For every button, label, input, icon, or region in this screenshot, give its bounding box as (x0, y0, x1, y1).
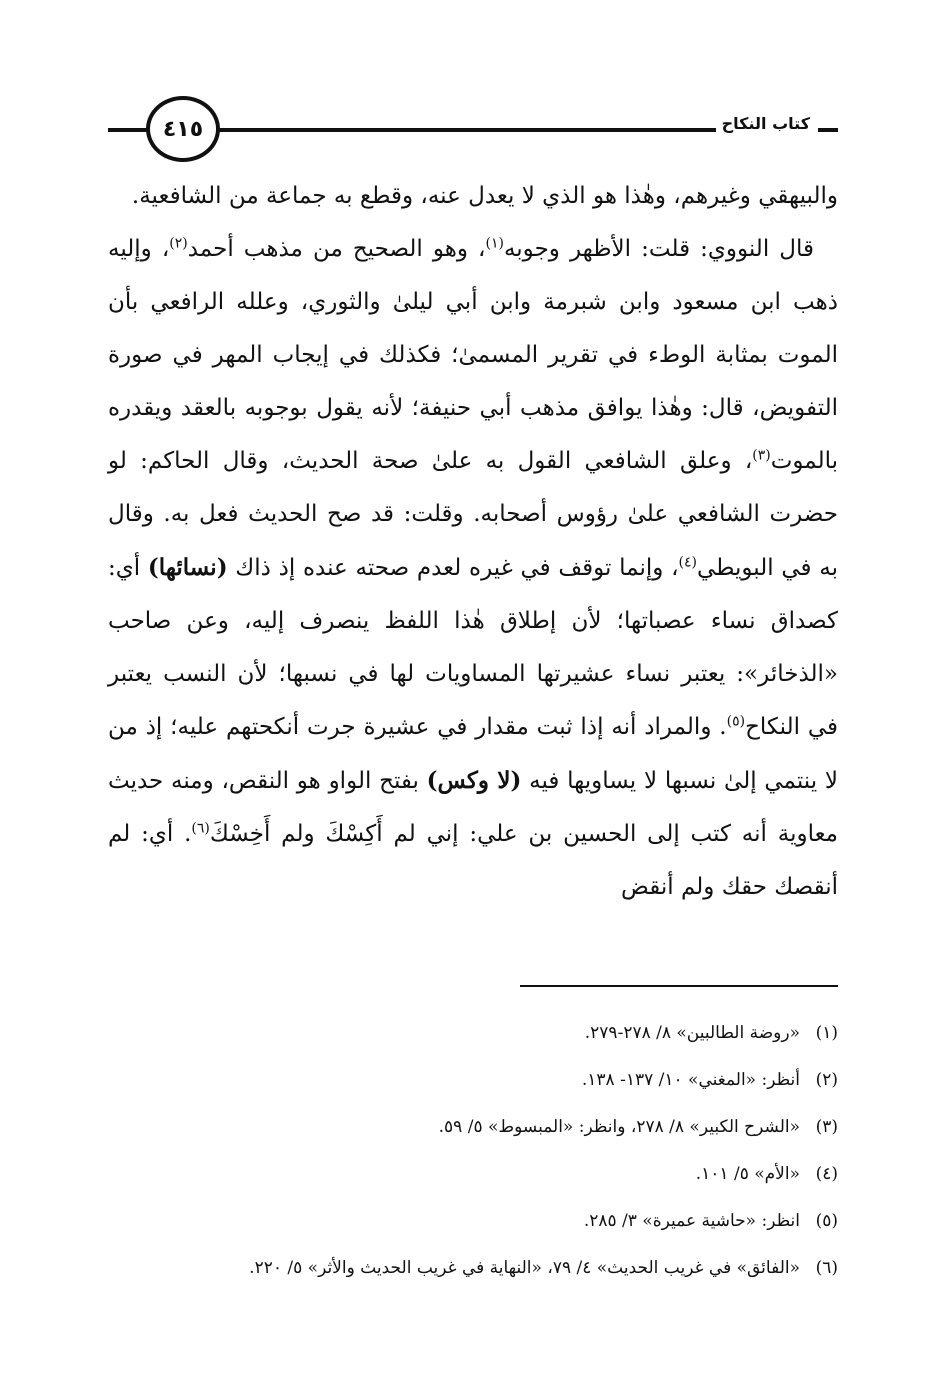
footnote-ref-6[interactable]: (٦) (191, 820, 210, 837)
paragraph-1: والبيهقي وغيرهم، وهٰذا هو الذي لا يعدل عنه، وقطع به جماعة من الشافعية. (131, 183, 838, 209)
footnote-ref-1[interactable]: (١) (485, 235, 504, 252)
running-title: كتاب النكاح (716, 114, 816, 133)
footnote-3 (108, 1104, 838, 1151)
footnote-number: (٢) (815, 1070, 838, 1090)
text-run: ، وعلق الشافعي القول به علىٰ صحة الحديث، وقال الحاكم: لو حضرت الشافعي علىٰ رؤوس أصحابه. وقلت: قد صح الحديث فعل به. وقال به في البويطي (108, 448, 838, 581)
main-text (108, 170, 838, 914)
footnote-4 (108, 1151, 838, 1198)
text-run: ، وإليه ذهب ابن مسعود وابن شبرمة وابن أبي ليلىٰ والثوري، وعلله الرافعي بأن الموت بمثابة الوطء في تقرير المسمىٰ؛ فكذلك في إيجاب المهر في صورة التفويض، قال: وهٰذا يوافق مذهب أبي حنيفة؛ لأنه يقول بوجوبه بالعقد ويقدره بالموت (108, 236, 838, 474)
page-header (108, 92, 838, 172)
footnote-number: (١) (815, 1023, 838, 1043)
footnote-ref-3[interactable]: (٣) (752, 447, 771, 464)
footnote-separator (520, 985, 838, 987)
footnote-1 (108, 1010, 838, 1057)
footnote-6 (108, 1245, 838, 1292)
footnote-text: «الشرح الكبير» ٨/ ٢٧٨، وانظر: «المبسوط» ٥/ ٥٩. (438, 1117, 800, 1137)
footnote-number: (٥) (815, 1211, 838, 1231)
footnote-ref-2[interactable]: (٢) (169, 235, 188, 252)
footnote-text: أنظر: «المغني» ١٠/ ١٣٧- ١٣٨. (581, 1070, 800, 1090)
bold-term-la-waks: (لا وكس) (426, 767, 522, 794)
text-run: . والمراد أنه إذا ثبت مقدار في عشيرة جرت أنكحتهم عليه؛ إذ من لا ينتمي إلىٰ نسبها لا يساويها فيه (108, 714, 838, 794)
footnote-text: «الفائق» في غريب الحديث» ٤/ ٧٩، «النهاية في غريب الحديث والأثر» ٥/ ٢٢٠. (249, 1258, 800, 1278)
page-number-badge (146, 96, 220, 162)
footnote-number: (٤) (815, 1164, 838, 1184)
text-run: بفتح الواو هو النقص، ومنه حديث معاوية أنه كتب إلى الحسين بن علي: إني لم أَكِسْكَ ولم أَخِسْكَ (108, 768, 838, 847)
text-run: ، وإنما توقف في غيره لعدم صحته عنده إذ ذاك (227, 555, 679, 581)
footnote-text: «روضة الطالبين» ٨/ ٢٧٨-٢٧٩. (584, 1023, 800, 1043)
footnote-number: (٣) (815, 1117, 838, 1137)
text-run: ، وهو الصحيح من مذهب أحمد (187, 236, 486, 262)
footnote-text: انظر: «حاشية عميرة» ٣/ ٢٨٥. (583, 1211, 800, 1231)
bold-term-nisaiha: (نسائها) (147, 554, 228, 581)
paragraph-2 (108, 223, 838, 914)
footnote-ref-4[interactable]: (٤) (678, 554, 697, 571)
footnote-number: (٦) (815, 1258, 838, 1278)
footnote-5 (108, 1198, 838, 1245)
footnote-text: «الأم» ٥/ ١٠١. (695, 1164, 800, 1184)
page-number: ٤١٥ (162, 116, 204, 142)
text-run: قال النووي: قلت: الأظهر وجوبه (503, 236, 814, 262)
header-rule-right (818, 128, 838, 132)
header-rule-middle (204, 128, 764, 132)
footnote-ref-5[interactable]: (٥) (726, 713, 746, 730)
text-run: أي: كصداق نساء عصباتها؛ لأن إطلاق هٰذا اللفظ ينصرف إليه، وعن صاحب «الذخائر»: يعتبر نساء عشيرتها المساويات لها في نسبها؛ لأن النسب يعتبر في النكاح (108, 555, 839, 740)
footnote-2 (108, 1057, 838, 1104)
footnotes (108, 1010, 838, 1292)
text-run: . أي: لم أنقصك حقك ولم أنقض (108, 821, 838, 900)
